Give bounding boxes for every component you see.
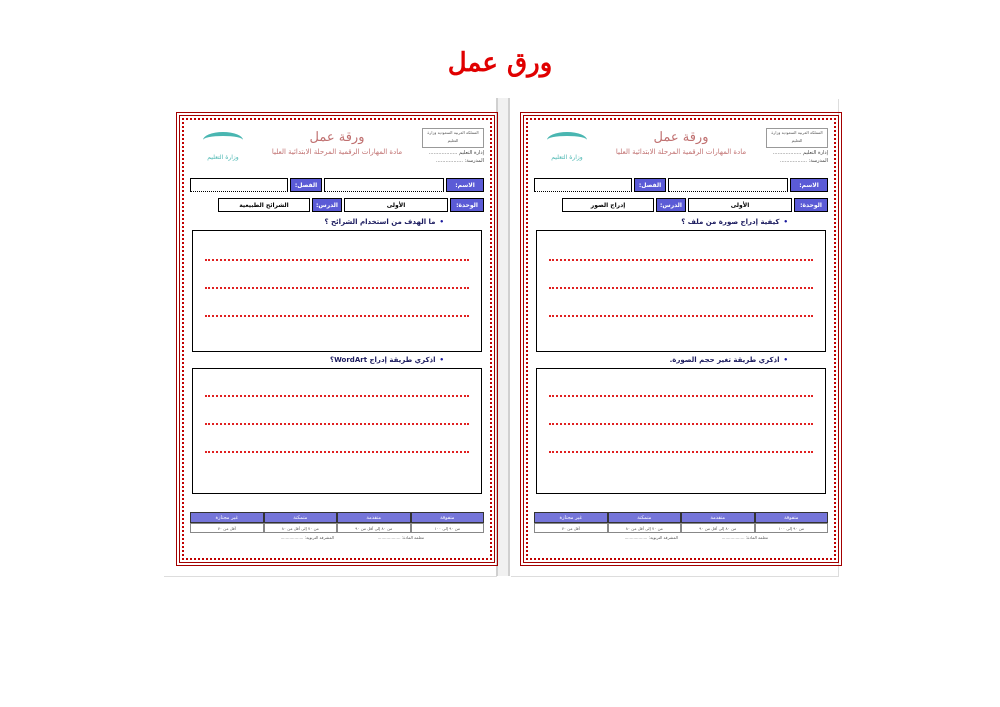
teacher-signature: معلمة المادة: ..................	[377, 535, 424, 540]
name-row	[534, 178, 828, 192]
answer-line	[549, 259, 813, 261]
answer-line	[205, 395, 469, 397]
question-2	[330, 356, 444, 364]
question-1-text: كيفية إدراج صورة من ملف ؟	[681, 218, 780, 226]
question-2-text: اذكري طريقة إدراج WordArt؟	[330, 356, 436, 364]
lesson-value: الشرائح الطبيعية	[218, 198, 310, 212]
supervisor-signature: المشرفة التربوية: ..................	[280, 535, 334, 540]
name-field[interactable]	[324, 178, 444, 192]
rubric-cell[interactable]: من ٧٠ إلى أقل من ٨٠	[608, 523, 682, 533]
logo-text: وزارة التعليم	[207, 154, 239, 161]
ministry-emblem: المملكة العربية السعودية وزارة التعليم	[422, 128, 484, 148]
rubric-cell[interactable]: أقل من ٧٠	[534, 523, 608, 533]
class-label: الفصل:	[290, 178, 322, 192]
unit-value: الأولى	[688, 198, 792, 212]
rubric-level: متقدمة	[681, 512, 755, 523]
name-row	[190, 178, 484, 192]
supervisor-signature: المشرفة التربوية: ..................	[624, 535, 678, 540]
page-divider	[496, 98, 510, 576]
question-1-text: ما الهدف من استخدام الشرائح ؟	[324, 218, 436, 226]
subject-label: مادة المهارات الرقمية المرحلة الابتدائية العليا	[271, 148, 403, 156]
ministry-logo	[536, 132, 598, 166]
answer-line	[549, 451, 813, 453]
rubric-level: متفوقة	[755, 512, 829, 523]
answer-line	[205, 287, 469, 289]
answer-box-1[interactable]	[192, 230, 482, 352]
unit-label: الوحدة:	[794, 198, 828, 212]
answer-line	[205, 423, 469, 425]
question-2-text: اذكري طريقة تغير حجم الصورة.	[669, 356, 780, 364]
rubric-cell[interactable]: من ٧٠ إلى أقل من ٨٠	[264, 523, 338, 533]
answer-line	[205, 451, 469, 453]
answer-line	[549, 395, 813, 397]
bullet-icon: •	[783, 218, 788, 226]
rubric-level: متفوقة	[411, 512, 485, 523]
page-title: ورق عمل	[447, 48, 553, 78]
logo-text: وزارة التعليم	[551, 154, 583, 161]
answer-box-1[interactable]	[536, 230, 826, 352]
answer-box-2[interactable]	[192, 368, 482, 494]
worksheet-header	[534, 126, 828, 172]
class-field[interactable]	[190, 178, 288, 192]
worksheet-frame	[520, 112, 842, 566]
unit-label: الوحدة:	[450, 198, 484, 212]
unit-row	[190, 198, 484, 212]
ministry-logo	[192, 132, 254, 166]
rubric-level: غير مجتازة	[534, 512, 608, 523]
rubric-level: متمكنة	[608, 512, 682, 523]
unit-row	[534, 198, 828, 212]
answer-box-2[interactable]	[536, 368, 826, 494]
bullet-icon: •	[439, 218, 444, 226]
lesson-label: الدرس:	[656, 198, 686, 212]
answer-line	[549, 423, 813, 425]
question-2	[670, 356, 788, 364]
education-admin-label: إدارة التعليم ..................	[772, 150, 828, 156]
lesson-value: إدراج الصور	[562, 198, 654, 212]
answer-line	[549, 287, 813, 289]
grading-rubric	[534, 512, 828, 544]
school-label: المدرسة: .................	[779, 158, 828, 164]
worksheet-frame	[176, 112, 498, 566]
teacher-signature: معلمة المادة: ..................	[721, 535, 768, 540]
grading-rubric	[190, 512, 484, 544]
class-label: الفصل:	[634, 178, 666, 192]
rubric-cell[interactable]: من ٨٠ إلى أقل من ٩٠	[681, 523, 755, 533]
rubric-cell[interactable]: من ٩٠ إلى ١٠٠	[755, 523, 829, 533]
question-1	[325, 218, 445, 226]
answer-line	[205, 259, 469, 261]
rubric-level: غير مجتازة	[190, 512, 264, 523]
logo-mark-icon	[203, 132, 243, 148]
unit-value: الأولى	[344, 198, 448, 212]
worksheet-header	[190, 126, 484, 172]
answer-line	[205, 315, 469, 317]
education-admin-label: إدارة التعليم ..................	[428, 150, 484, 156]
worksheet-title: ورقة عمل	[309, 130, 365, 145]
logo-mark-icon	[547, 132, 587, 148]
question-1	[681, 218, 788, 226]
worksheet-title: ورقة عمل	[653, 130, 709, 145]
ministry-emblem: المملكة العربية السعودية وزارة التعليم	[766, 128, 828, 148]
lesson-label: الدرس:	[312, 198, 342, 212]
rubric-level: متقدمة	[337, 512, 411, 523]
name-label: الاسم:	[790, 178, 828, 192]
class-field[interactable]	[534, 178, 632, 192]
rubric-cell[interactable]: من ٨٠ إلى أقل من ٩٠	[337, 523, 411, 533]
rubric-level: متمكنة	[264, 512, 338, 523]
answer-line	[549, 315, 813, 317]
school-label: المدرسة: .................	[435, 158, 484, 164]
rubric-cell[interactable]: من ٩٠ إلى ١٠٠	[411, 523, 485, 533]
subject-label: مادة المهارات الرقمية المرحلة الابتدائية العليا	[615, 148, 747, 156]
rubric-cell[interactable]: أقل من ٧٠	[190, 523, 264, 533]
bullet-icon: •	[439, 356, 444, 364]
name-field[interactable]	[668, 178, 788, 192]
bullet-icon: •	[783, 356, 788, 364]
name-label: الاسم:	[446, 178, 484, 192]
